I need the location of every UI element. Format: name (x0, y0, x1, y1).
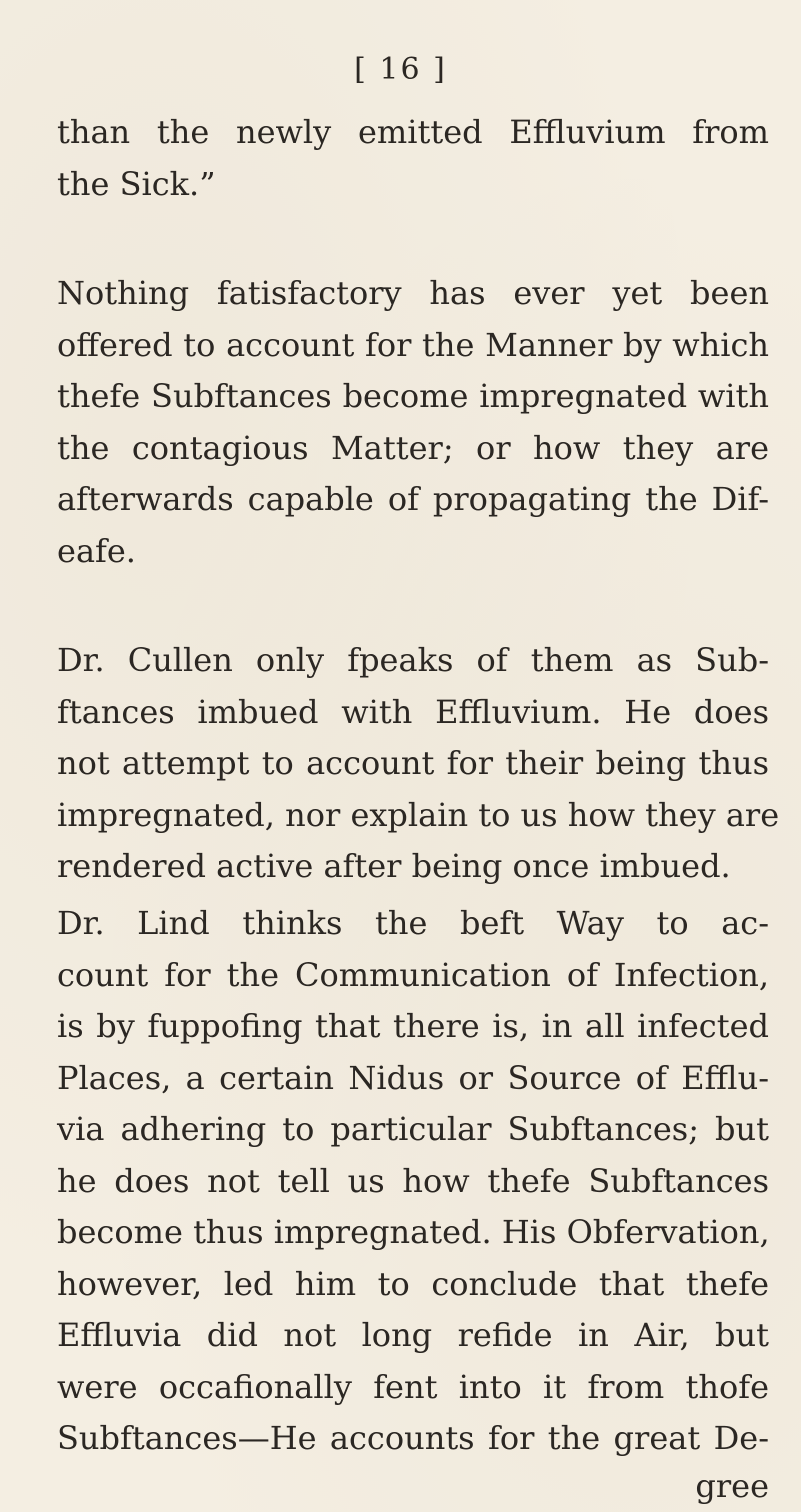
text-line: Dr. Cullen only fpeaks of them as Sub- (57, 641, 769, 679)
text-line: were occafionally fent into it from thofe (57, 1367, 769, 1406)
text-line: ftances imbued with Effluvium. He does (57, 692, 769, 731)
paragraph-1 (57, 107, 769, 210)
paragraph-3 (57, 635, 780, 893)
text-line: offered to account for the Manner by which (57, 325, 769, 364)
text-line: count for the Communication of Infection, (57, 955, 769, 994)
text-line: Places, a certain Nidus or Source of Efflu- (57, 1058, 769, 1097)
page-number-header: [ 16 ] (354, 52, 447, 87)
text-line: afterwards capable of propagating the Dif- (57, 480, 769, 518)
text-line: Effluvia did not long refide in Air, but (57, 1316, 769, 1354)
text-line: he does not tell us how thefe Subftances (57, 1161, 769, 1200)
paragraph-4 (57, 898, 769, 1465)
text-line: impregnated, nor explain to us how they are (57, 795, 780, 834)
paragraph-2 (57, 268, 769, 577)
text-line: not attempt to account for their being thus (57, 744, 769, 782)
text-line: Nothing fatisfactory has ever yet been (57, 274, 769, 312)
text-line: become thus impregnated. His Obfervation, (57, 1213, 770, 1251)
text-line: the contagious Matter; or how they are (57, 428, 769, 467)
text-line: eafe. (57, 531, 136, 570)
text-line: rendered active after being once imbued. (57, 847, 731, 885)
text-line: thefe Subftances become impregnated with (57, 377, 769, 415)
text-line: is by fuppofing that there is, in all infected (57, 1007, 769, 1045)
catchword: gree (695, 1467, 769, 1505)
text-line: Dr. Lind thinks the beft Way to ac- (57, 904, 769, 942)
text-line: however, led him to conclude that thefe (57, 1264, 769, 1303)
text-line: via adhering to particular Subftances; but (57, 1110, 769, 1148)
text-line: Subftances—He accounts for the great De- (57, 1419, 769, 1457)
text-line: the Sick.” (57, 164, 216, 203)
text-line: than the newly emitted Effluvium from (57, 113, 769, 151)
